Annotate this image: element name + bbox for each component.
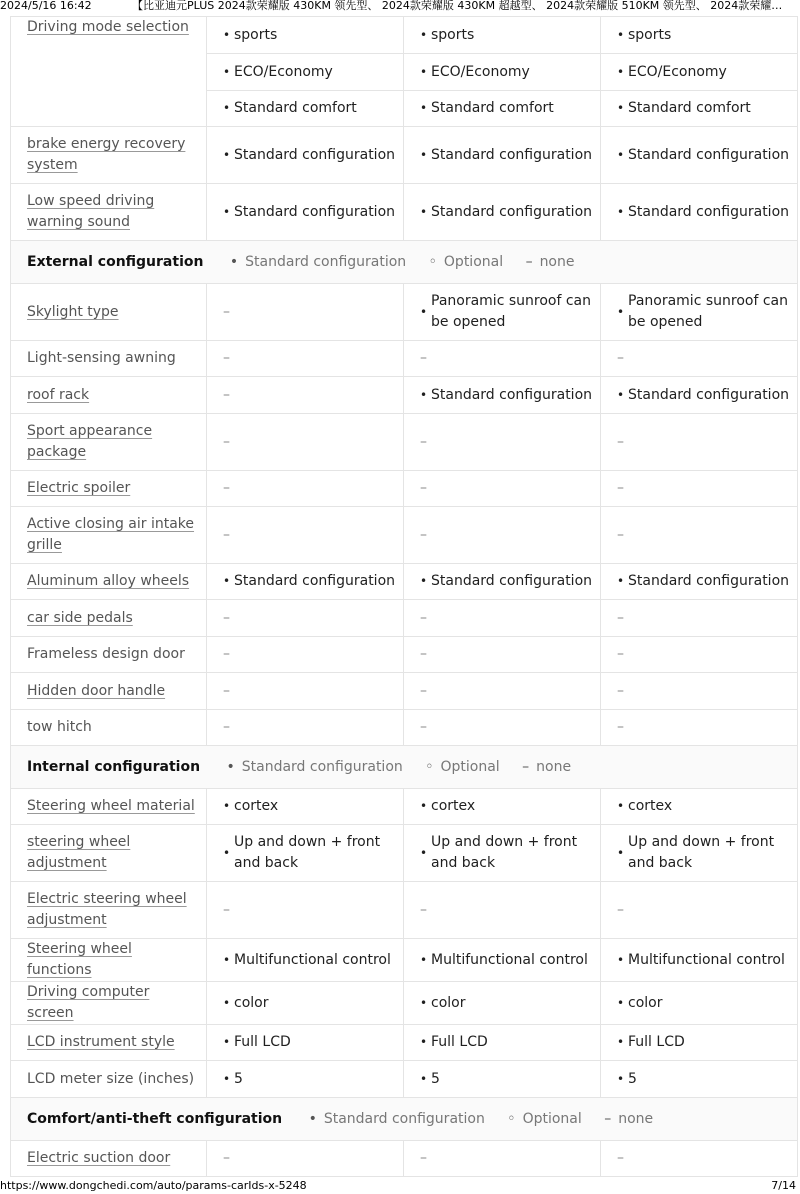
legend-standard: • Standard configuration (226, 758, 403, 775)
param-value: cortex (234, 798, 279, 814)
empty-dash: – (420, 901, 427, 918)
param-value: Standard configuration (628, 386, 790, 403)
empty-dash: – (420, 609, 427, 626)
table-row (11, 673, 798, 710)
param-name: tow hitch (27, 719, 92, 735)
param-value: Standard comfort (234, 100, 357, 116)
param-value: Standard configuration (431, 386, 593, 403)
legend-standard: • Standard configuration (229, 253, 407, 270)
param-name-link[interactable]: Electric spoiler (27, 480, 131, 496)
table-row (11, 341, 798, 377)
print-header (0, 0, 800, 14)
param-value: Standard configuration (628, 573, 790, 589)
empty-dash: – (223, 1150, 230, 1166)
page-number: 7/14 (771, 1179, 796, 1192)
param-name-link[interactable]: Hidden door handle (27, 682, 166, 699)
param-value: 5 (431, 1070, 440, 1087)
params-table (10, 16, 798, 1177)
legend-optional: ◦ Optional (425, 758, 500, 775)
param-value: Standard configuration (234, 203, 396, 220)
print-url: https://www.dongchedi.com/auto/params-carIds-x-5248 (0, 1179, 307, 1192)
empty-dash: – (223, 303, 230, 320)
table-row: LCD instrument style • Full LCD • Full LCD • Full LCD (11, 1025, 798, 1061)
param-value: Standard configuration (431, 146, 593, 163)
print-title: 【比亚迪元PLUS 2024款荣耀版 430KM 领先型、 2024款荣耀版 430KM 超越型、 2024款荣耀版 510KM 领先型、 2024款荣耀… (132, 0, 783, 12)
param-value: color (628, 994, 663, 1011)
param-value: 5 (628, 1070, 637, 1087)
empty-dash: – (617, 350, 624, 366)
legend-standard: • Standard configuration (308, 1110, 485, 1127)
table-row: • Standard comfort • Standard comfort • Standard comfort (11, 91, 798, 127)
param-name-link[interactable]: Electric suction door (27, 1150, 171, 1166)
empty-dash: – (617, 480, 624, 496)
param-name: LCD meter size (inches) (27, 1070, 195, 1087)
param-name: Light-sensing awning (27, 350, 176, 366)
param-name-link[interactable]: LCD instrument style (27, 1034, 175, 1050)
param-name-link[interactable]: steering wheel adjustment (27, 834, 131, 871)
legend-optional: ◦ Optional (428, 253, 504, 270)
param-value: Full LCD (431, 1034, 488, 1050)
section-title: External configuration (27, 253, 204, 270)
param-value: Panoramic sunroof can be opened (628, 293, 788, 330)
param-value: Standard configuration (234, 146, 396, 163)
param-value: Standard configuration (431, 203, 593, 220)
param-name-link[interactable]: Steering wheel material (27, 798, 195, 814)
empty-dash: – (617, 901, 624, 918)
param-value: Full LCD (234, 1034, 291, 1050)
empty-dash: – (223, 901, 230, 918)
param-name-link[interactable]: Driving computer screen (27, 984, 150, 1021)
param-value: sports (628, 26, 672, 43)
empty-dash: – (223, 480, 230, 496)
table-row: LCD meter size (inches) • 5 • 5 • 5 (11, 1061, 798, 1098)
empty-dash: – (223, 646, 230, 662)
table-row (11, 1141, 798, 1177)
param-name-link[interactable]: Skylight type (27, 303, 119, 320)
param-value: cortex (431, 798, 476, 814)
table-row (11, 471, 798, 507)
empty-dash: – (223, 526, 230, 543)
empty-dash: – (420, 719, 427, 735)
table-row: Aluminum alloy wheels • Standard configuration • Standard configuration • Standard configuration (11, 564, 798, 600)
legend-optional: ◦ Optional (507, 1110, 582, 1127)
param-name: Frameless design door (27, 646, 185, 662)
param-name-link[interactable]: Low speed driving warning sound (27, 193, 155, 230)
empty-dash: – (223, 386, 230, 403)
section-header-internal (11, 746, 798, 789)
table-row: Steering wheel material • cortex • cortex • cortex (11, 789, 798, 825)
empty-dash: – (617, 1150, 624, 1166)
table-row (11, 414, 798, 471)
print-datetime: 2024/5/16 16:42 (0, 0, 92, 12)
param-value: Standard configuration (628, 146, 790, 163)
empty-dash: – (617, 719, 624, 735)
table-row (11, 600, 798, 637)
legend-none: – none (522, 758, 572, 775)
table-row: steering wheel adjustment • Up and down + front and back • Up and down + front and back • Up and down + front and back (11, 825, 798, 882)
table-row: Driving computer screen • color • color • color (11, 982, 798, 1025)
section-header-comfort (11, 1098, 798, 1141)
table-row: roof rack – • Standard configuration • Standard configuration (11, 377, 798, 414)
param-value: ECO/Economy (234, 63, 333, 80)
legend-none: – none (525, 253, 575, 270)
empty-dash: – (617, 682, 624, 699)
empty-dash: – (420, 480, 427, 496)
table-row: Skylight type – • Panoramic sunroof can be opened • Panoramic sunroof can be opened (11, 284, 798, 341)
empty-dash: – (617, 609, 624, 626)
param-name-link[interactable]: Steering wheel functions (27, 941, 132, 978)
legend-none: – none (604, 1110, 654, 1127)
param-name-link[interactable]: brake energy recovery system (27, 136, 186, 173)
param-value: Panoramic sunroof can be opened (431, 293, 591, 330)
table-row (11, 637, 798, 673)
table-row: brake energy recovery system • Standard configuration • Standard configuration • Standard configuration (11, 127, 798, 184)
section-title: Comfort/anti-theft configuration (27, 1110, 283, 1127)
table-row (11, 710, 798, 746)
empty-dash: – (420, 350, 427, 366)
param-value: cortex (628, 798, 673, 814)
param-name-link[interactable]: car side pedals (27, 609, 133, 626)
param-value: ECO/Economy (628, 63, 727, 80)
param-value: sports (431, 26, 475, 43)
empty-dash: – (223, 682, 230, 699)
empty-dash: – (420, 526, 427, 543)
empty-dash: – (617, 646, 624, 662)
empty-dash: – (420, 646, 427, 662)
table-row: Low speed driving warning sound • Standard configuration • Standard configuration • Standard configuration (11, 184, 798, 241)
empty-dash: – (420, 682, 427, 699)
table-row (11, 507, 798, 564)
param-name-link[interactable]: Active closing air intake grille (27, 516, 195, 553)
param-value: Standard comfort (628, 100, 751, 116)
param-value: Multifunctional control (431, 951, 588, 968)
param-value: Multifunctional control (234, 951, 391, 968)
param-value: Standard comfort (431, 100, 554, 116)
param-value: Up and down + front and back (628, 834, 775, 871)
param-name-link[interactable]: roof rack (27, 386, 90, 403)
empty-dash: – (420, 433, 427, 450)
param-value: color (234, 994, 269, 1011)
param-value: ECO/Economy (431, 63, 530, 80)
param-name-link[interactable]: Electric steering wheel adjustment (27, 891, 187, 928)
param-value: Up and down + front and back (431, 834, 578, 871)
param-value: color (431, 994, 466, 1011)
empty-dash: – (223, 719, 230, 735)
table-row: • ECO/Economy • ECO/Economy • ECO/Economy (11, 54, 798, 91)
param-value: Standard configuration (431, 573, 593, 589)
param-value: sports (234, 26, 278, 43)
param-value: Standard configuration (234, 573, 396, 589)
param-value: Full LCD (628, 1034, 685, 1050)
empty-dash: – (223, 609, 230, 626)
param-name-link[interactable]: Aluminum alloy wheels (27, 573, 190, 589)
empty-dash: – (223, 350, 230, 366)
table-row: Steering wheel functions • Multifunctional control • Multifunctional control • Multifunctional control (11, 939, 798, 982)
section-title: Internal configuration (27, 758, 201, 775)
empty-dash: – (617, 433, 624, 450)
empty-dash: – (617, 526, 624, 543)
param-value: Up and down + front and back (234, 834, 381, 871)
param-value: Multifunctional control (628, 951, 785, 968)
print-footer (0, 1180, 800, 1194)
param-value: Standard configuration (628, 203, 790, 220)
param-name-link[interactable]: Sport appearance package (27, 423, 153, 460)
param-value: 5 (234, 1070, 243, 1087)
empty-dash: – (420, 1150, 427, 1166)
section-header-external (11, 241, 798, 284)
empty-dash: – (223, 433, 230, 450)
table-row (11, 882, 798, 939)
table-row: Driving mode selection • sports • sports • sports (11, 17, 798, 54)
param-name-link[interactable]: Driving mode selection (27, 19, 189, 35)
